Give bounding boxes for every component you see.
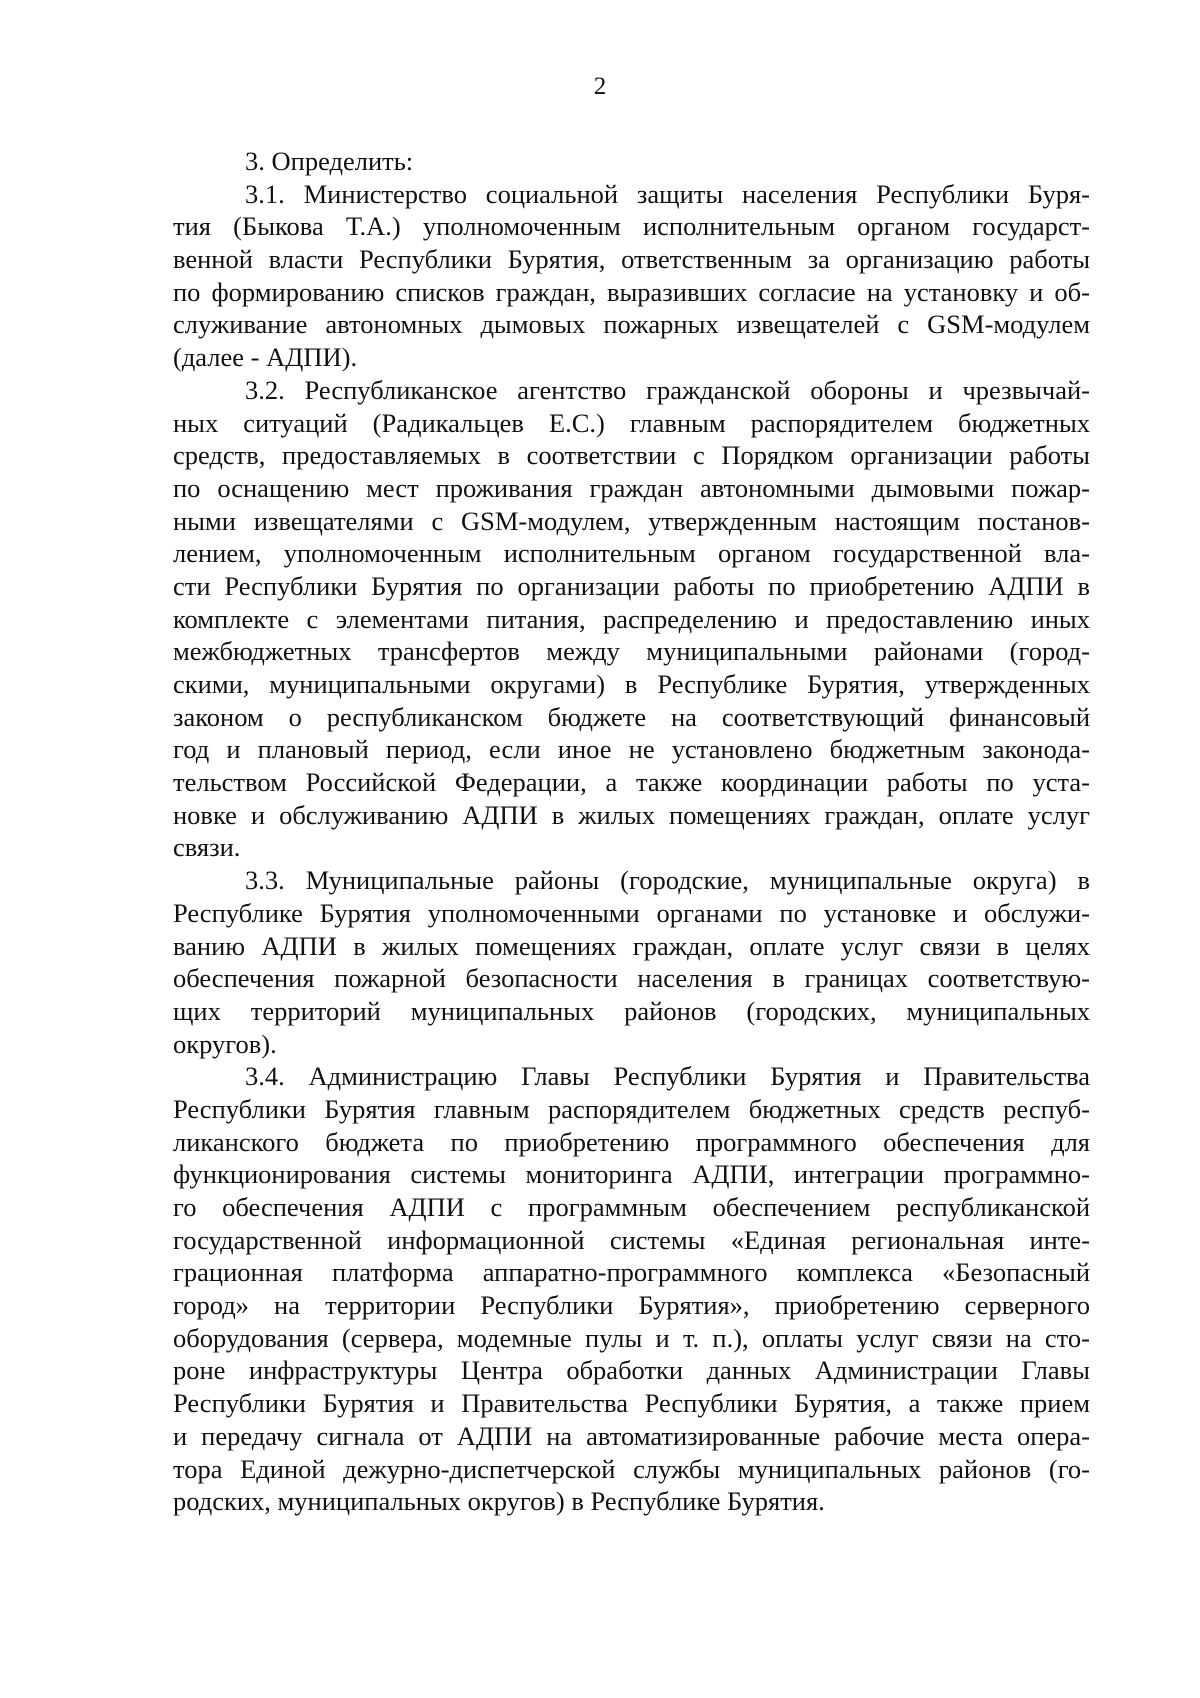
paragraph-line: новке и обслуживанию АДПИ в жилых помещениях граждан, оплате услуг — [173, 799, 1090, 830]
paragraph-line: по оснащению мест проживания граждан автономными дымовыми пожар- — [173, 472, 1090, 503]
paragraph-3-2 — [173, 374, 1090, 864]
paragraph-line: межбюджетных трансфертов между муниципальными районами (город- — [173, 636, 1090, 667]
paragraph-line: служивание автономных дымовых пожарных извещателей с GSM-модулем — [173, 309, 1090, 340]
paragraph-line: ных ситуаций (Радикальцев Е.С.) главным распорядителем бюджетных — [173, 407, 1090, 438]
paragraph-line: оборудования (сервера, модемные пулы и т. п.), оплаты услуг связи на сто- — [173, 1322, 1090, 1353]
paragraph-line: Республики Бурятия главным распорядителем бюджетных средств респуб- — [173, 1093, 1090, 1124]
paragraph-line: роне инфраструктуры Центра обработки данных Администрации Главы — [173, 1355, 1090, 1386]
page-number: 2 — [593, 73, 607, 100]
paragraph-line: ными извещателями с GSM-модулем, утвержденным настоящим постанов- — [173, 505, 1090, 536]
paragraph-3-4 — [173, 1060, 1090, 1518]
paragraph-line: год и плановый период, если иное не установлено бюджетным законода- — [173, 734, 1090, 765]
paragraph-line: законом о республиканском бюджете на соответствующий финансовый — [173, 701, 1090, 732]
paragraph-line: 3.4. Администрацию Главы Республики Бурятия и Правительства — [245, 1061, 1090, 1092]
paragraph-line: сти Республики Бурятия по организации работы по приобретению АДПИ в — [173, 570, 1090, 601]
paragraph-line: тельством Российской Федерации, а также координации работы по уста- — [173, 767, 1090, 798]
paragraph-line: ликанского бюджета по приобретению программного обеспечения для — [173, 1126, 1090, 1157]
paragraph-3-1 — [173, 178, 1090, 374]
paragraph-line: (далее - АДПИ). — [173, 342, 358, 373]
paragraph-line: тора Единой дежурно-диспетчерской службы муниципальных районов (го- — [173, 1453, 1090, 1484]
paragraph-line: 3.3. Муниципальные районы (городские, муниципальные округа) в — [245, 865, 1090, 896]
paragraph-line: по формированию списков граждан, выразивших согласие на установку и об- — [173, 276, 1090, 307]
paragraph-line: 3.2. Республиканское агентство гражданской обороны и чрезвычай- — [245, 374, 1090, 405]
paragraph-line: комплекте с элементами питания, распределению и предоставлению иных — [173, 603, 1090, 634]
paragraph-line: тия (Быкова Т.А.) уполномоченным исполнительным органом государст- — [173, 211, 1090, 242]
paragraph-line: грационная платформа аппаратно-программного комплекса «Безопасный — [173, 1257, 1090, 1288]
paragraph-line: 3.1. Министерство социальной защиты населения Республики Буря- — [245, 178, 1090, 209]
paragraph-line: щих территорий муниципальных районов (городских, муниципальных — [173, 995, 1090, 1026]
paragraph-3-3 — [173, 864, 1090, 1060]
paragraph-line: город» на территории Республики Бурятия», приобретению серверного — [173, 1290, 1090, 1321]
paragraph-line: обеспечения пожарной безопасности населения в границах соответствую- — [173, 963, 1090, 994]
paragraph-line: лением, уполномоченным исполнительным органом государственной вла- — [173, 538, 1090, 569]
paragraph-line: венной власти Республики Бурятия, ответственным за организацию работы — [173, 244, 1090, 275]
paragraph-line: скими, муниципальными округами) в Республике Бурятия, утвержденных — [173, 669, 1090, 699]
paragraph-line: связи. — [173, 832, 241, 863]
paragraph-line: родских, муниципальных округов) в Республике Бурятия. — [173, 1486, 825, 1517]
paragraph-line: ванию АДПИ в жилых помещениях граждан, оплате услуг связи в целях — [173, 930, 1090, 961]
paragraph-line: государственной информационной системы «Единая региональная инте- — [173, 1224, 1090, 1255]
paragraph-line: го обеспечения АДПИ с программным обеспечением республиканской — [173, 1192, 1090, 1222]
paragraph-3 — [173, 145, 1090, 178]
paragraph-line: Республике Бурятия уполномоченными органами по установке и обслужи- — [173, 897, 1090, 928]
paragraph-line: функционирования системы мониторинга АДПИ, интеграции программно- — [173, 1159, 1090, 1190]
paragraph-line: Республики Бурятия и Правительства Республики Бурятия, а также прием — [173, 1388, 1090, 1419]
document-body — [173, 145, 1090, 1518]
paragraph-line: округов). — [173, 1028, 277, 1059]
paragraph-line: и передачу сигнала от АДПИ на автоматизированные рабочие места опера- — [173, 1420, 1090, 1451]
paragraph-line: 3. Определить: — [245, 146, 414, 176]
paragraph-line: средств, предоставляемых в соответствии с Порядком организации работы — [173, 440, 1090, 471]
